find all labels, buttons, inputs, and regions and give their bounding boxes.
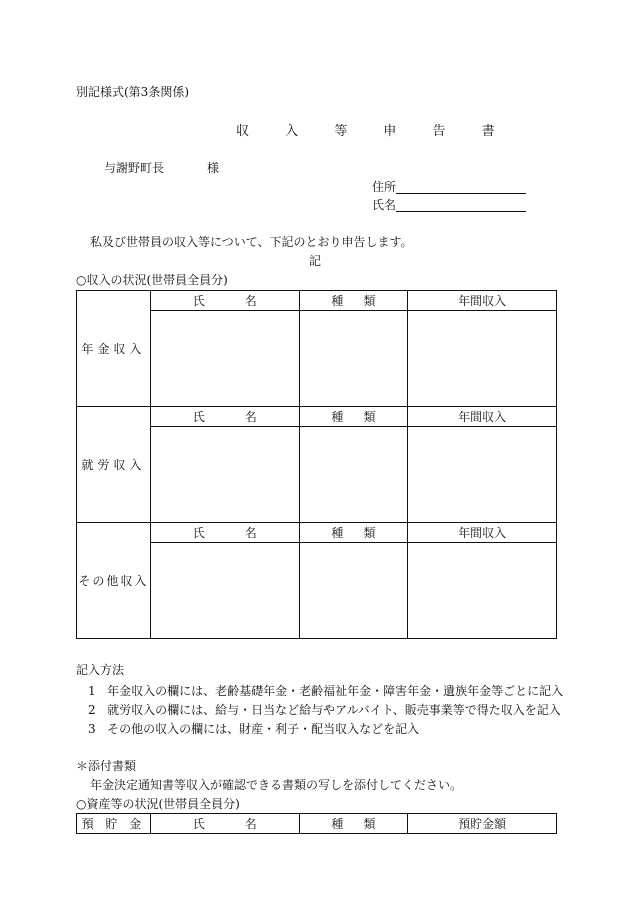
assets-section-title: ○資産等の状況(世帯員全員分): [76, 797, 240, 811]
row-label-employment: 就労収入: [77, 407, 151, 523]
header-annual-income: 年間収入: [408, 291, 557, 311]
pension-type-cell[interactable]: [299, 311, 408, 407]
name-label: 氏名: [372, 198, 397, 212]
ki-label: 記: [309, 254, 322, 268]
pension-name-cell[interactable]: [150, 311, 299, 407]
other-name-cell[interactable]: [150, 543, 299, 639]
address-label: 住所: [372, 180, 397, 194]
assets-header-type: 種 類: [299, 814, 408, 834]
instruction-item: 2 就労収入の欄には、給与・日当など給与やアルバイト、販売事業等で得た収入を記入: [88, 703, 561, 717]
instruction-item: 1 年金収入の欄には、老齢基礎年金・老齢福祉年金・障害年金・遺族年金等ごとに記入: [88, 684, 564, 698]
employment-type-cell[interactable]: [299, 427, 408, 523]
assets-header-name: 氏 名: [150, 814, 299, 834]
name-field[interactable]: [396, 198, 526, 212]
header-type: 種 類: [299, 523, 408, 543]
income-section-title: ○収入の状況(世帯員全員分): [76, 273, 228, 287]
attachments-title: ＊添付書類: [76, 759, 137, 773]
row-label-other: その他収入: [77, 523, 151, 639]
income-table: [76, 290, 557, 639]
employment-annual-cell[interactable]: [408, 427, 557, 523]
header-type: 種 類: [299, 291, 408, 311]
header-name: 氏 名: [150, 291, 299, 311]
row-label-pension: 年金収入: [77, 291, 151, 407]
declaration-text: 私及び世帯員の収入等について、下記のとおり申告します。: [90, 235, 413, 249]
header-annual-income: 年間収入: [408, 523, 557, 543]
assets-row-label: 預 貯 金: [77, 814, 151, 834]
address-field[interactable]: [396, 180, 526, 194]
header-name: 氏 名: [150, 523, 299, 543]
form-label: 別記様式(第3条関係): [76, 85, 189, 99]
header-annual-income: 年間収入: [408, 407, 557, 427]
other-type-cell[interactable]: [299, 543, 408, 639]
assets-table: [76, 813, 557, 834]
pension-annual-cell[interactable]: [408, 311, 557, 407]
instructions-title: 記入方法: [76, 663, 125, 677]
attachments-text: 年金決定通知書等収入が確認できる書類の写しを添付してください。: [90, 778, 463, 792]
employment-name-cell[interactable]: [150, 427, 299, 523]
assets-header-amount: 預貯金額: [408, 814, 557, 834]
document-title: 収 入 等 申 告 書: [236, 124, 511, 139]
header-name: 氏 名: [150, 407, 299, 427]
instruction-item: 3 その他の収入の欄には、財産・利子・配当収入などを記入: [88, 722, 420, 736]
addressee-name: 与謝野町長: [104, 161, 165, 175]
header-type: 種 類: [299, 407, 408, 427]
other-annual-cell[interactable]: [408, 543, 557, 639]
addressee-honorific: 様: [207, 161, 220, 175]
